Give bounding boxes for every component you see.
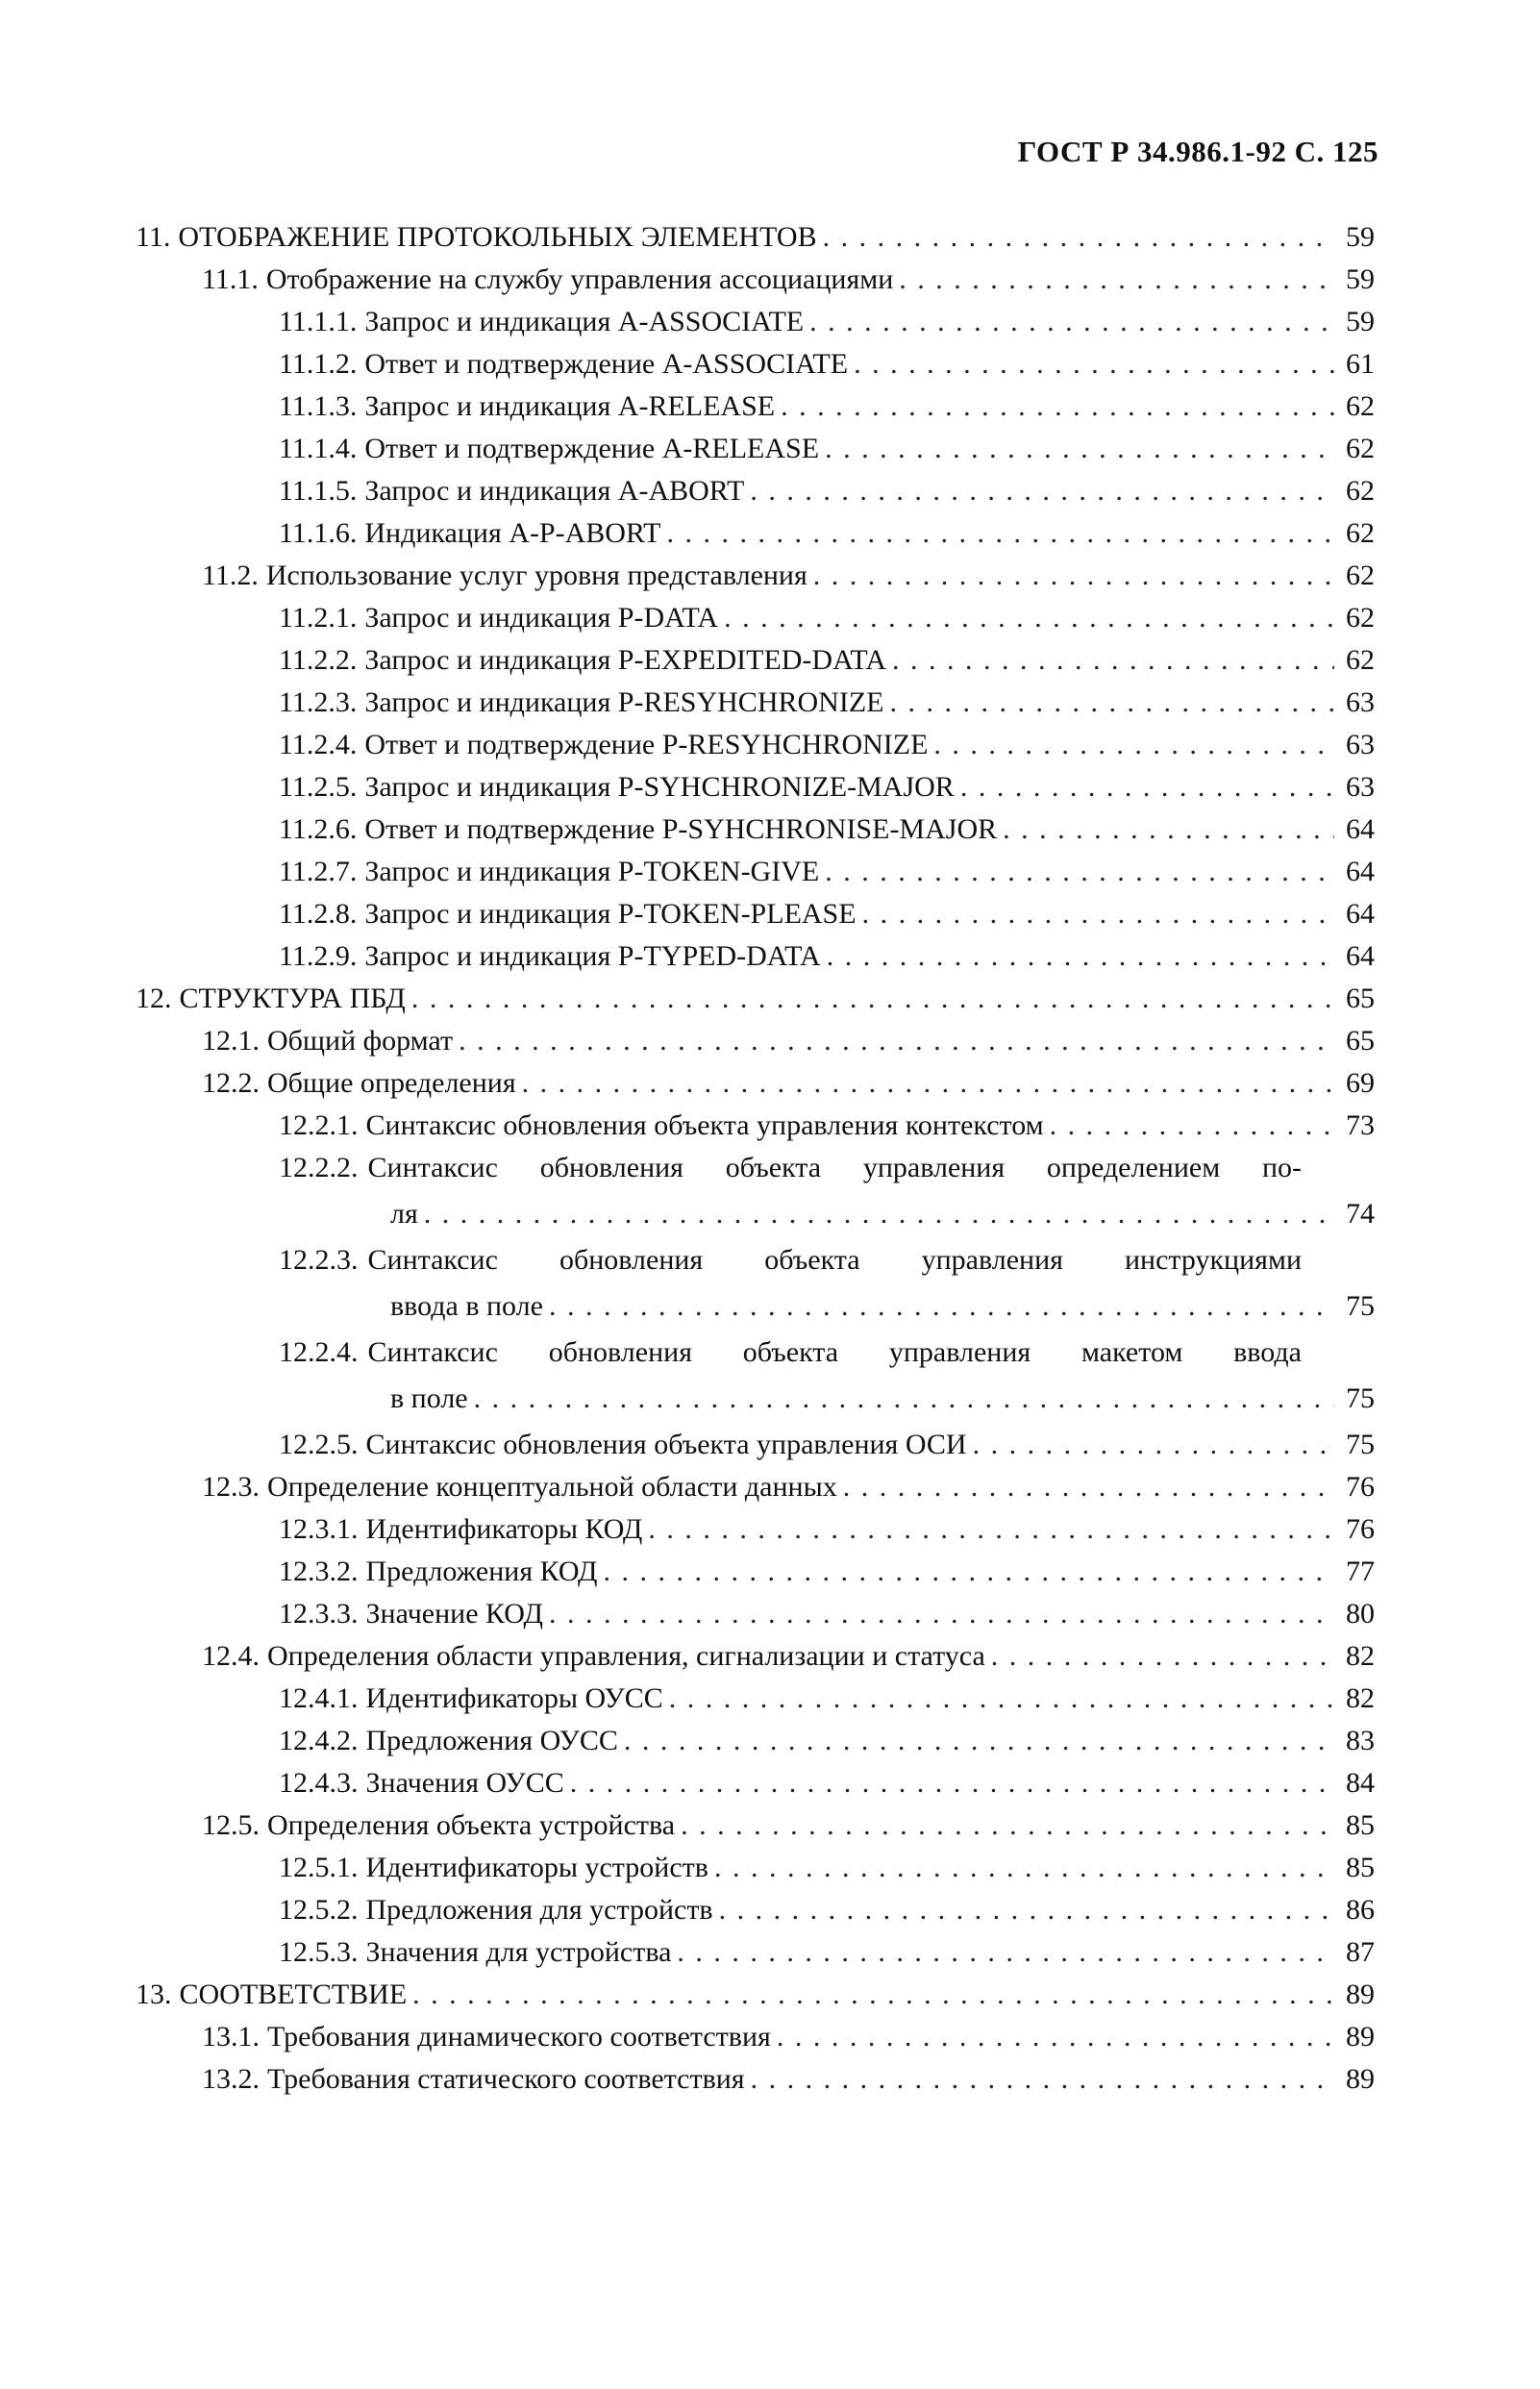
toc-entry-title: Запрос и индикация P-EXPEDITED-DATA <box>364 644 887 676</box>
leader-dots <box>604 1555 1334 1588</box>
toc-entry-page: 65 <box>1346 1025 1375 1057</box>
leader-dots <box>681 1809 1334 1842</box>
toc-entry-page: 85 <box>1346 1809 1375 1841</box>
leader-dots <box>973 1429 1334 1461</box>
toc-entry-title-continued: в поле <box>390 1382 468 1414</box>
toc-entry-title: Синтаксис обновления объекта управления ОСИ <box>365 1429 967 1460</box>
toc-entry-number: 12.4. <box>202 1640 260 1672</box>
leader-dots <box>474 1382 1334 1415</box>
toc-entry-page: 75 <box>1346 1382 1375 1414</box>
toc-entry-title: Запрос и индикация A-RELEASE <box>364 390 776 422</box>
toc-entry-page: 62 <box>1346 644 1375 676</box>
toc-entry-page: 63 <box>1346 686 1375 718</box>
toc-entry-number: 11.1.5. <box>279 475 358 507</box>
toc-entry-number: 11.1. <box>202 263 259 295</box>
toc-entry-number: 12.3.1. <box>279 1513 359 1545</box>
toc-entry-number: 11.1.4. <box>279 433 358 464</box>
toc-entry-number: 13.2. <box>202 2063 260 2095</box>
toc-entry-title: Синтаксис обновления объекта управления макетом ввода <box>367 1336 1302 1368</box>
toc-entry-number: 11.2.3. <box>279 686 358 718</box>
toc-entry-page: 62 <box>1346 475 1375 507</box>
leader-dots <box>1050 1109 1334 1142</box>
toc-entry-page: 82 <box>1346 1682 1375 1714</box>
leader-dots <box>459 1025 1334 1058</box>
leader-dots <box>719 1894 1334 1927</box>
toc-entry-title: Запрос и индикация P-SYHCHRONIZE-MAJOR <box>364 771 955 803</box>
toc-entry-title: Общий формат <box>267 1025 454 1057</box>
toc-entry-title: Определение концептуальной области данных <box>267 1471 837 1503</box>
toc-entry-number: 12.5.2. <box>279 1894 359 1926</box>
toc-entry-page: 74 <box>1346 1198 1375 1230</box>
toc-entry-number: 12.3. <box>202 1471 260 1503</box>
toc-entry-page: 63 <box>1346 729 1375 760</box>
toc-entry-number: 12.4.1. <box>279 1682 359 1714</box>
leader-dots <box>827 940 1334 973</box>
toc-entry-page: 80 <box>1346 1598 1375 1630</box>
toc-entry-page: 86 <box>1346 1894 1375 1926</box>
toc-entry-number: 11.2.5. <box>279 771 358 803</box>
leader-dots <box>648 1513 1334 1546</box>
leader-dots <box>522 1067 1334 1100</box>
toc-entry-number: 11.2.9. <box>279 940 358 972</box>
leader-dots <box>624 1725 1334 1757</box>
toc-entry-page: 82 <box>1346 1640 1375 1672</box>
toc-entry-page: 89 <box>1346 2063 1375 2095</box>
toc-entry-number: 11. <box>136 221 171 253</box>
toc-entry-title: Требования статического соответствия <box>267 2063 745 2095</box>
toc-entry-page: 62 <box>1346 602 1375 634</box>
toc-entry-number: 11.2.8. <box>279 898 358 930</box>
leader-dots <box>823 221 1334 254</box>
toc-entry-number: 13.1. <box>202 2021 260 2053</box>
leader-dots <box>781 390 1334 423</box>
toc-entry-title: Запрос и индикация P-TOKEN-GIVE <box>364 856 820 887</box>
toc-entry-title: Предложения для устройств <box>365 1894 713 1926</box>
toc-entry-number: 12.1. <box>202 1025 260 1057</box>
toc-entry-number: 12.3.2. <box>279 1555 359 1587</box>
leader-dots <box>724 602 1334 635</box>
toc-entry-page: 63 <box>1346 771 1375 803</box>
leader-dots <box>854 348 1334 381</box>
leader-dots <box>862 898 1334 931</box>
toc-entry-title: СООТВЕТСТВИЕ <box>179 1978 408 2010</box>
toc-entry-page: 76 <box>1346 1513 1375 1545</box>
toc-entry-page: 89 <box>1346 1978 1375 2010</box>
toc-entry-title: Запрос и индикация P-DATA <box>364 602 719 634</box>
leader-dots <box>892 644 1334 677</box>
toc-entry-title: Определения области управления, сигнализации и статуса <box>267 1640 985 1672</box>
leader-dots <box>570 1767 1334 1800</box>
leader-dots <box>933 729 1334 761</box>
toc-entry-title: Запрос и индикация P-TYPED-DATA <box>364 940 821 972</box>
toc-entry-title: Запрос и индикация A-ASSOCIATE <box>364 306 805 337</box>
toc-entry-title: Синтаксис обновления объекта управления контекстом <box>365 1109 1044 1141</box>
toc-entry-number: 12. <box>136 983 172 1014</box>
toc-entry-page: 62 <box>1346 560 1375 591</box>
toc-entry-page: 84 <box>1346 1767 1375 1799</box>
toc-entry-page: 73 <box>1346 1109 1375 1141</box>
toc-entry-title: Запрос и индикация P-RESYHCHRONIZE <box>364 686 884 718</box>
toc-entry-number: 12.2.5. <box>279 1429 359 1460</box>
toc-entry-title: Ответ и подтверждение P-RESYHCHRONIZE <box>364 729 929 760</box>
toc-entry-number: 11.1.1. <box>279 306 358 337</box>
toc-entry-page: 64 <box>1346 813 1375 845</box>
toc-entry-page: 75 <box>1346 1429 1375 1460</box>
toc-entry-page: 69 <box>1346 1067 1375 1099</box>
running-header: ГОСТ Р 34.986.1-92 С. 125 <box>1017 135 1379 168</box>
toc-entry-number: 11.2. <box>202 560 259 591</box>
leader-dots <box>825 433 1334 465</box>
toc-entry-title: Отображение на службу управления ассоциациями <box>265 263 894 295</box>
toc-entry-title-continued: ля <box>390 1198 418 1230</box>
toc-entry-number: 11.2.4. <box>279 729 358 760</box>
toc-entry-page: 62 <box>1346 517 1375 549</box>
toc-entry-page: 64 <box>1346 856 1375 887</box>
toc-entry-page: 59 <box>1346 306 1375 337</box>
leader-dots <box>411 983 1334 1015</box>
toc-entry-number: 12.2.3. <box>279 1244 359 1276</box>
leader-dots <box>751 2063 1334 2096</box>
toc-entry-title: Запрос и индикация P-TOKEN-PLEASE <box>364 898 857 930</box>
toc-entry-title: Значение КОД <box>365 1598 543 1630</box>
toc-entry-number: 11.2.7. <box>279 856 358 887</box>
toc-entry-number: 12.5.3. <box>279 1936 359 1968</box>
toc-entry-title: Значения для устройства <box>365 1936 672 1968</box>
toc-entry-page: 59 <box>1346 221 1375 253</box>
toc-entry-number: 11.2.1. <box>279 602 358 634</box>
toc-entry-title: Индикация A-P-ABORT <box>364 517 661 549</box>
toc-entry-number: 13. <box>136 1978 172 2010</box>
toc-entry-number: 11.1.3. <box>279 390 358 422</box>
toc-entry-number: 12.4.2. <box>279 1725 359 1756</box>
leader-dots <box>813 560 1334 592</box>
toc-entry-page: 87 <box>1346 1936 1375 1968</box>
toc-entry-page: 75 <box>1346 1290 1375 1322</box>
toc-entry-number: 11.1.2. <box>279 348 358 380</box>
leader-dots <box>549 1290 1334 1323</box>
leader-dots <box>750 475 1334 508</box>
toc-entry-title: Предложения ОУСС <box>365 1725 618 1756</box>
toc-entry-title: Значения ОУСС <box>365 1767 564 1799</box>
toc-entry-page: 77 <box>1346 1555 1375 1587</box>
leader-dots <box>412 1978 1334 2011</box>
leader-dots <box>549 1598 1334 1630</box>
leader-dots <box>991 1640 1334 1673</box>
leader-dots <box>960 771 1334 804</box>
toc-entry-number: 12.4.3. <box>279 1767 359 1799</box>
toc-entry-number: 12.2. <box>202 1067 260 1099</box>
leader-dots <box>666 517 1334 550</box>
toc-entry-page: 83 <box>1346 1725 1375 1756</box>
toc-entry-page: 59 <box>1346 263 1375 295</box>
leader-dots <box>777 2021 1334 2053</box>
toc-entry-page: 61 <box>1346 348 1375 380</box>
leader-dots <box>809 306 1334 338</box>
toc-entry-title: Запрос и индикация A-ABORT <box>364 475 745 507</box>
toc-entry-title: ОТОБРАЖЕНИЕ ПРОТОКОЛЬНЫХ ЭЛЕМЕНТОВ <box>178 221 817 253</box>
toc-entry-number: 11.2.6. <box>279 813 358 845</box>
leader-dots <box>889 686 1334 719</box>
leader-dots <box>677 1936 1334 1969</box>
leader-dots <box>843 1471 1334 1504</box>
toc-entry-title: Идентификаторы устройств <box>365 1852 708 1883</box>
toc-entry-title: Общие определения <box>267 1067 516 1099</box>
toc-entry-title: Ответ и подтверждение A-ASSOCIATE <box>364 348 849 380</box>
toc-entry-page: 62 <box>1346 433 1375 464</box>
toc-entry-title: Синтаксис обновления объекта управления определением по- <box>367 1152 1302 1183</box>
toc-entry-title: СТРУКТУРА ПБД <box>179 983 406 1014</box>
toc-entry-title-continued: ввода в поле <box>390 1290 543 1322</box>
toc-entry-title: Определения объекта устройства <box>267 1809 676 1841</box>
toc-entry-page: 62 <box>1346 390 1375 422</box>
toc-entry-title: Ответ и подтверждение A-RELEASE <box>364 433 820 464</box>
toc-entry-number: 11.2.2. <box>279 644 358 676</box>
toc-entry-page: 64 <box>1346 940 1375 972</box>
toc-entry-number: 11.1.6. <box>279 517 358 549</box>
leader-dots <box>714 1852 1334 1884</box>
toc-entry-title: Ответ и подтверждение P-SYHCHRONISE-MAJOR <box>364 813 998 845</box>
leader-dots <box>899 263 1334 296</box>
toc-entry-page: 89 <box>1346 2021 1375 2053</box>
leader-dots <box>424 1198 1334 1231</box>
toc-entry-page: 76 <box>1346 1471 1375 1503</box>
toc-entry-title: Требования динамического соответствия <box>267 2021 771 2053</box>
toc-entry-title: Идентификаторы ОУСС <box>365 1682 663 1714</box>
toc-entry-title: Предложения КОД <box>365 1555 598 1587</box>
toc-entry-page: 64 <box>1346 898 1375 930</box>
toc-entry-number: 12.3.3. <box>279 1598 359 1630</box>
toc-entry-title: Использование услуг уровня представления <box>265 560 807 591</box>
toc-entry-number: 12.2.1. <box>279 1109 359 1141</box>
leader-dots <box>1003 813 1334 846</box>
toc-entry-number: 12.2.2. <box>279 1152 359 1183</box>
toc-entry-title: Идентификаторы КОД <box>365 1513 643 1545</box>
toc-entry-number: 12.5.1. <box>279 1852 359 1883</box>
toc-entry-page: 85 <box>1346 1852 1375 1883</box>
toc-entry-number: 12.5. <box>202 1809 260 1841</box>
leader-dots <box>825 856 1334 888</box>
toc-entry-page: 65 <box>1346 983 1375 1014</box>
toc-entry-number: 12.2.4. <box>279 1336 359 1368</box>
leader-dots <box>669 1682 1334 1715</box>
toc-entry-title: Синтаксис обновления объекта управления инструкциями <box>367 1244 1302 1276</box>
